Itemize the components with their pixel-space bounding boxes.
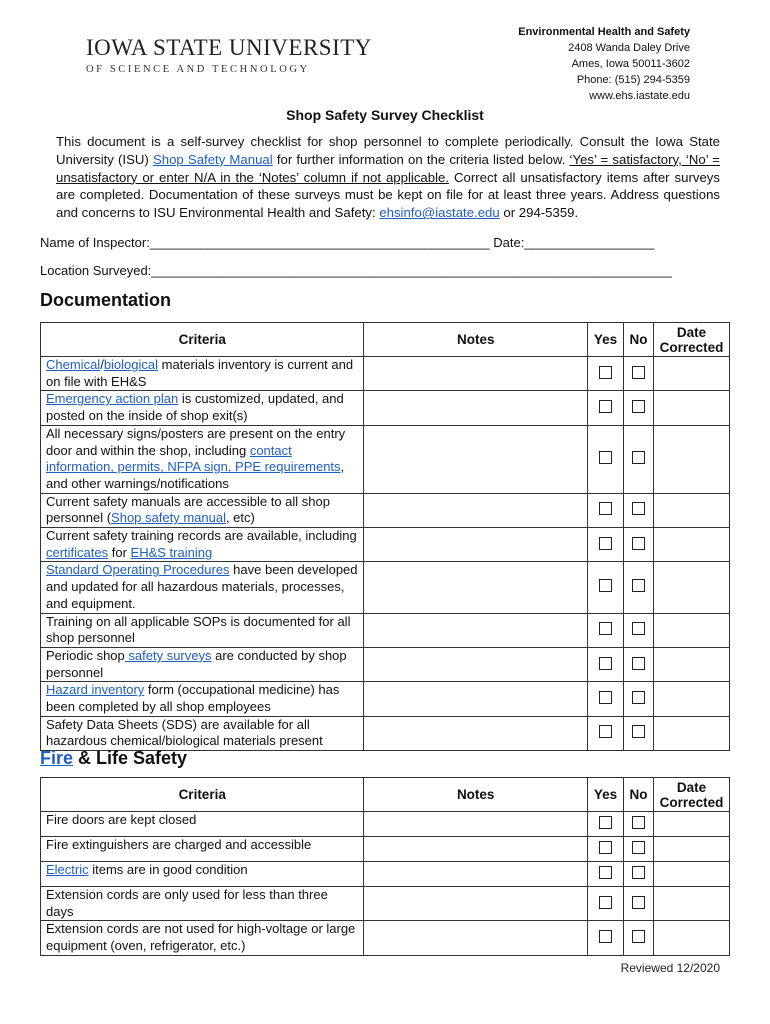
table-row [41,682,730,716]
yes-checkbox[interactable] [599,725,612,738]
criteria-cell [41,562,364,613]
logo-wordmark: IOWA STATE UNIVERSITY [86,35,372,60]
no-cell [623,493,653,527]
yes-checkbox[interactable] [599,691,612,704]
no-checkbox[interactable] [632,657,645,670]
phone: Phone: (515) 294-5359 [576,74,690,86]
fire-link[interactable]: Fire [40,748,74,768]
date-corrected-cell[interactable] [653,837,729,862]
no-cell [623,887,653,921]
table-row [41,528,730,562]
reviewed-date: Reviewed 12/2020 [620,961,720,975]
no-checkbox[interactable] [632,451,645,464]
table-header-row [41,323,730,357]
yes-checkbox[interactable] [599,841,612,854]
criteria-cell [41,862,364,887]
table-header-row [41,778,730,812]
criteria-text: Current safety training records are available, including [46,528,357,544]
isu-logo [86,36,372,75]
criteria-cell: Extension cords are not used for high-voltage or large equipment (oven, refrigerator, etc.) [41,921,364,955]
criteria-header: Criteria [41,778,364,812]
no-checkbox[interactable] [632,725,645,738]
notes-cell[interactable] [364,647,588,681]
table-row [41,837,730,862]
no-cell [623,716,653,750]
chemical-link[interactable]: Chemical [46,357,101,372]
no-cell [623,357,653,391]
yes-cell [588,528,624,562]
website: www.ehs.iastate.edu [589,90,690,102]
criteria-text: items are in good condition [88,862,248,877]
criteria-cell [41,391,364,425]
fire-life-safety-table [40,777,730,956]
date-corrected-cell[interactable] [653,862,729,887]
criteria-cell [41,647,364,681]
notes-header: Notes [364,778,588,812]
criteria-cell: Fire extinguishers are charged and accessible [41,837,364,862]
no-checkbox[interactable] [632,930,645,943]
notes-cell[interactable] [364,562,588,613]
criteria-cell [41,682,364,716]
address-block [518,24,690,104]
notes-cell[interactable] [364,682,588,716]
yes-cell [587,921,623,955]
documentation-heading: Documentation [40,290,172,310]
criteria-cell [41,493,364,527]
yes-header: Yes [587,778,623,812]
inspector-date-line[interactable]: Name of Inspector:_______________________________________________ Date:__________________ [40,235,655,250]
yes-checkbox[interactable] [599,866,612,879]
notes-cell[interactable] [364,862,588,887]
no-checkbox[interactable] [632,579,645,592]
yes-checkbox[interactable] [599,930,612,943]
no-checkbox[interactable] [632,841,645,854]
no-cell [623,391,653,425]
no-cell [623,862,653,887]
criteria-cell: Extension cords are only used for less than three days [41,887,364,921]
yes-checkbox[interactable] [599,657,612,670]
intro-text: Correct all unsatisfactory items after surveys are completed. Documentation of these surveys must be kept on file for at least three years. Address questions and concerns to ISU Environmental Health and Safety: [56,169,720,221]
intro-text: or 294-5359. [499,205,579,221]
no-cell [623,647,653,681]
notes-cell[interactable] [364,921,588,955]
yes-cell [588,425,624,493]
yes-cell [588,613,624,647]
no-checkbox[interactable] [632,691,645,704]
criteria-text: Current safety manuals are accessible to all shop personnel ( [46,493,330,526]
no-checkbox[interactable] [632,400,645,413]
yes-cell [588,647,624,681]
notes-cell[interactable] [364,716,588,750]
notes-cell[interactable] [364,887,588,921]
biological-link[interactable]: biological [103,357,159,372]
date-corrected-cell[interactable] [653,425,729,493]
no-header: No [623,778,653,812]
yes-cell [588,391,624,425]
table-row [41,425,730,493]
date-corrected-cell[interactable] [653,716,729,750]
criteria-cell: Safety Data Sheets (SDS) are available for all hazardous chemical/biological materials present [41,716,364,750]
intro-text: for further information on the criteria listed below. [272,151,570,167]
date-corrected-cell[interactable] [653,682,729,716]
no-checkbox[interactable] [632,537,645,550]
criteria-text: form (occupational medicine) has been completed by all shop employees [46,682,340,715]
yes-checkbox[interactable] [599,400,612,413]
table-row [41,921,730,955]
date-corrected-header: Date Corrected [653,323,729,357]
shop-safety-manual-link[interactable]: Shop safety manual [111,510,226,526]
electric-link[interactable]: Electric [46,862,89,877]
criteria-text: is customized, updated, and posted on the inside of shop exit(s) [46,391,344,424]
date-corrected-cell[interactable] [653,613,729,647]
table-row [41,562,730,613]
criteria-text: All necessary signs/posters are present on the entry door and within the shop, including [46,425,346,458]
criteria-text: for [108,544,131,560]
date-corrected-cell[interactable] [653,391,729,425]
fire-life-safety-heading [40,748,187,769]
certificates-link[interactable]: certificates [46,544,109,560]
safety-surveys-link[interactable]: safety surveys [124,647,212,663]
table-row [41,493,730,527]
no-cell [623,562,653,613]
no-header: No [623,323,653,357]
yes-cell [588,357,624,391]
shop-safety-manual-link[interactable]: Shop Safety Manual [152,151,273,167]
notes-cell[interactable] [364,812,588,837]
yes-checkbox[interactable] [599,816,612,829]
hazard-inventory-link[interactable]: Hazard inventory [46,682,145,698]
no-cell [623,528,653,562]
emergency-action-plan-link[interactable]: Emergency action plan [46,391,179,407]
criteria-cell [41,357,364,391]
notes-cell[interactable] [364,391,588,425]
no-checkbox[interactable] [632,866,645,879]
yes-checkbox[interactable] [599,622,612,635]
date-corrected-cell[interactable] [653,562,729,613]
yes-checkbox[interactable] [599,896,612,909]
criteria-text: are conducted by shop personnel [46,647,347,680]
criteria-text: Periodic shop [46,647,125,663]
date-corrected-cell[interactable] [653,357,729,391]
date-corrected-cell[interactable] [653,528,729,562]
no-cell [623,613,653,647]
logo-tagline: OF SCIENCE AND TECHNOLOGY [86,64,310,75]
yes-checkbox[interactable] [599,451,612,464]
date-corrected-cell[interactable] [653,921,729,955]
criteria-cell: Fire doors are kept closed [41,812,364,837]
document-title: Shop Safety Survey Checklist [286,107,484,123]
criteria-text: , and other warnings/notifications [46,459,345,491]
street-address: 2408 Wanda Daley Drive [568,42,690,54]
no-cell [623,425,653,493]
yes-cell [587,812,623,837]
contact-info-link[interactable]: contact information, permits, NFPA sign, PPE requirements [46,442,341,475]
heading-text: & Life Safety [73,748,188,768]
yes-checkbox[interactable] [599,579,612,592]
intro-paragraph [56,133,720,222]
yes-checkbox[interactable] [599,502,612,515]
no-cell [623,682,653,716]
table-row [41,391,730,425]
documentation-table [40,322,730,751]
yes-checkbox[interactable] [599,366,612,379]
date-corrected-header: Date Corrected [653,778,729,812]
date-corrected-cell[interactable] [653,812,729,837]
city-address: Ames, Iowa 50011-3602 [571,58,690,70]
org-name: Environmental Health and Safety [518,26,690,38]
email-link[interactable]: ehsinfo@iastate.edu [379,205,500,221]
no-checkbox[interactable] [632,366,645,379]
no-checkbox[interactable] [632,622,645,635]
date-corrected-cell[interactable] [653,887,729,921]
table-row [41,613,730,647]
notes-cell[interactable] [364,425,588,493]
criteria-text: have been developed and updated for all hazardous materials, processes, and equipment. [46,562,358,611]
yes-cell [587,862,623,887]
criteria-text: / [100,357,104,372]
yes-cell [588,493,624,527]
table-row [41,812,730,837]
yes-cell [588,682,624,716]
no-cell [623,837,653,862]
criteria-text: materials inventory is current and on file with EH&S [46,357,354,389]
table-row [41,887,730,921]
no-checkbox[interactable] [632,816,645,829]
ehs-training-link[interactable]: EH&S training [130,544,213,560]
criteria-cell [41,528,364,562]
table-row [41,647,730,681]
no-cell [623,812,653,837]
no-cell [623,921,653,955]
notes-cell[interactable] [364,613,588,647]
notes-header: Notes [364,323,588,357]
criteria-cell: Training on all applicable SOPs is documented for all shop personnel [41,613,364,647]
date-corrected-cell[interactable] [653,647,729,681]
table-row [41,357,730,391]
no-checkbox[interactable] [632,502,645,515]
yes-cell [588,716,624,750]
table-row [41,862,730,887]
yes-checkbox[interactable] [599,537,612,550]
yes-cell [588,562,624,613]
yes-cell [587,837,623,862]
notes-cell[interactable] [364,837,588,862]
criteria-header: Criteria [41,323,364,357]
intro-text: This document is a self-survey checklist for shop personnel to complete periodically. Consult the Iowa State University (ISU) [56,134,720,167]
criteria-text: , etc) [225,510,255,526]
no-checkbox[interactable] [632,896,645,909]
yes-cell [587,887,623,921]
table-row [41,716,730,750]
intro-underlined-text: ‘Yes’ = satisfactory, ‘No’ = unsatisfactory or enter N/A in the ‘Notes’ column if not applicable. [56,151,720,185]
yes-header: Yes [588,323,624,357]
notes-cell[interactable] [364,357,588,391]
criteria-cell [41,425,364,493]
date-corrected-cell[interactable] [653,493,729,527]
sop-link[interactable]: Standard Operating Procedures [46,562,230,578]
notes-cell[interactable] [364,528,588,562]
location-line[interactable]: Location Surveyed:________________________________________________________________________ [40,263,672,278]
notes-cell[interactable] [364,493,588,527]
